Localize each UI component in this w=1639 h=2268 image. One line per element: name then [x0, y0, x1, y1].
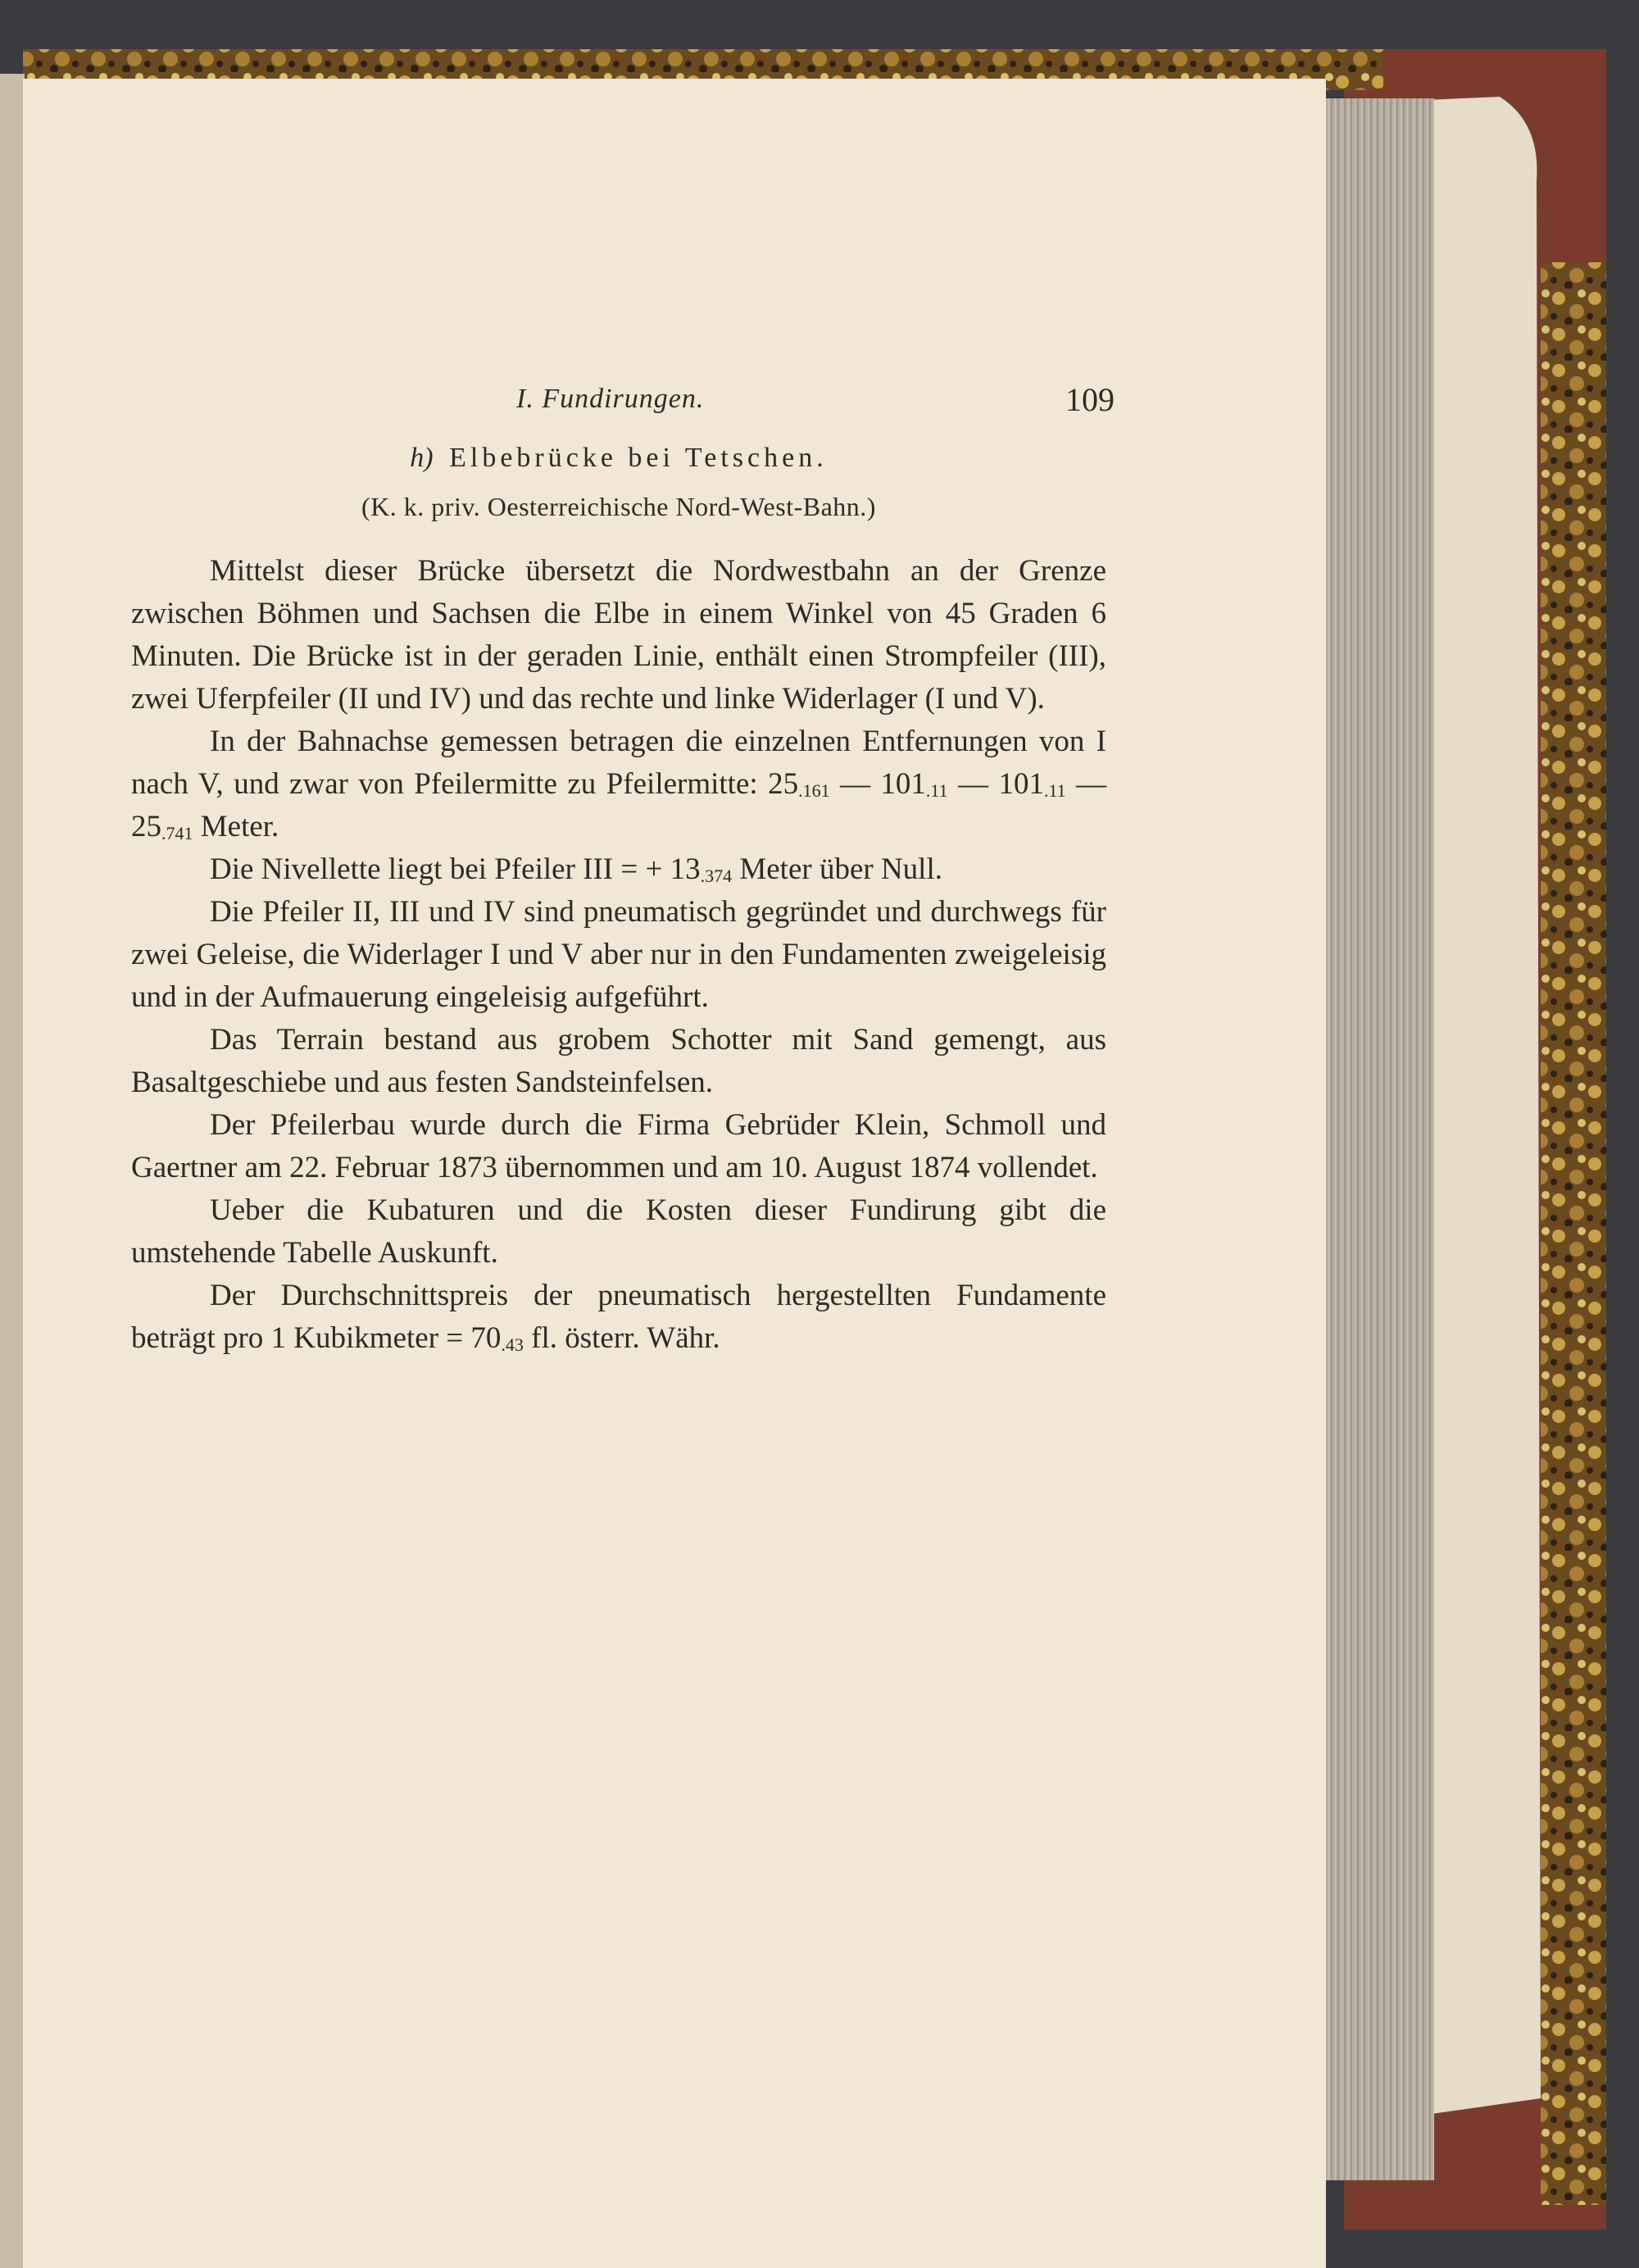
- heading-marker: h): [410, 443, 434, 473]
- distance-1-sub: .161: [798, 780, 830, 801]
- distance-4-sub: .741: [161, 823, 193, 843]
- next-leaf: [1426, 97, 1541, 2115]
- paragraph-3-before: Die Nivellette liegt bei Pfeiler III = + 13: [210, 852, 701, 886]
- distance-unit: Meter.: [200, 810, 279, 843]
- paragraph-8-before: Der Durchschnittspreis der pneumatisch hergestellten Fundamente beträgt pro 1 Kubikmeter = 70: [131, 1279, 1106, 1355]
- paragraph-4: Die Pfeiler II, III und IV sind pneumatisch gegründet und durchwegs für zwei Geleise, die Widerlager I und V aber nur in den Fundamenten zweigeleisig und in der Aufmauerung eingeleisig aufgeführt.: [131, 895, 1106, 1014]
- paragraph-7: Ueber die Kubaturen und die Kosten dieser Fundirung gibt die umstehende Tabelle Auskunft.: [131, 1193, 1106, 1270]
- heading-title: Elbebrücke bei Tetschen.: [449, 443, 828, 473]
- distance-1: 25: [768, 767, 799, 801]
- page-edges: [1311, 98, 1434, 2180]
- running-head: [131, 381, 1115, 433]
- body-text: [131, 550, 1106, 1360]
- marbled-cover: [1541, 262, 1606, 2205]
- book-page: [23, 79, 1326, 2268]
- distance-3-sub: .11: [1043, 780, 1066, 801]
- paragraph-6: Der Pfeilerbau wurde durch die Firma Gebrüder Klein, Schmoll und Gaertner am 22. Februar 1873 übernommen und am 10. August 1874 vollendet.: [131, 1108, 1106, 1184]
- section-subheading: (K. k. priv. Oesterreichische Nord-West-Bahn.): [361, 492, 876, 521]
- paragraph-1: Mittelst dieser Brücke übersetzt die Nordwestbahn an der Grenze zwischen Böhmen und Sachsen die Elbe in einem Winkel von 45 Graden 6 Minuten. Die Brücke ist in der geraden Linie, enthält einen Strompfeiler (III), zwei Uferpfeiler (II und IV) und das rechte und linke Widerlager (I und V).: [131, 554, 1106, 716]
- paragraph-5: Das Terrain bestand aus grobem Schotter mit Sand gemengt, aus Basaltgeschiebe und aus festen Sandsteinfelsen.: [131, 1023, 1106, 1099]
- running-head-section: I. Fundirungen.: [516, 384, 705, 414]
- distance-2: 101: [880, 767, 926, 801]
- distance-3: 101: [998, 767, 1044, 801]
- page-number: 109: [1065, 381, 1115, 418]
- paragraph-8-sub: .43: [501, 1334, 524, 1355]
- paragraph-2: In der Bahnachse gemessen betragen die einzelnen Entfernungen von I nach V, und zwar von Pfeilermitte zu Pfeilermitte: $25_{.161}$ — $101_{.11}$ — $101_{.11}$ — $25_{.741}$ Meter.: [131, 725, 1107, 843]
- distance-2-sub: .11: [925, 780, 948, 801]
- gutter: [0, 74, 25, 2268]
- paragraph-3-sub: .374: [700, 866, 733, 886]
- distance-4: 25: [131, 810, 161, 843]
- paragraph-8: [131, 1275, 1106, 1360]
- section-heading: [131, 443, 1106, 474]
- paragraph-3-after: Meter über Null.: [739, 852, 942, 886]
- page-text: [131, 381, 1115, 1360]
- paragraph-3: [131, 848, 1106, 891]
- paragraph-2-text: In der Bahnachse gemessen betragen die einzelnen Entfernungen von I nach V, und zwar von Pfeilermitte zu Pfeilermitte:: [131, 725, 1106, 801]
- paragraph-8-after: fl. österr. Währ.: [531, 1321, 720, 1355]
